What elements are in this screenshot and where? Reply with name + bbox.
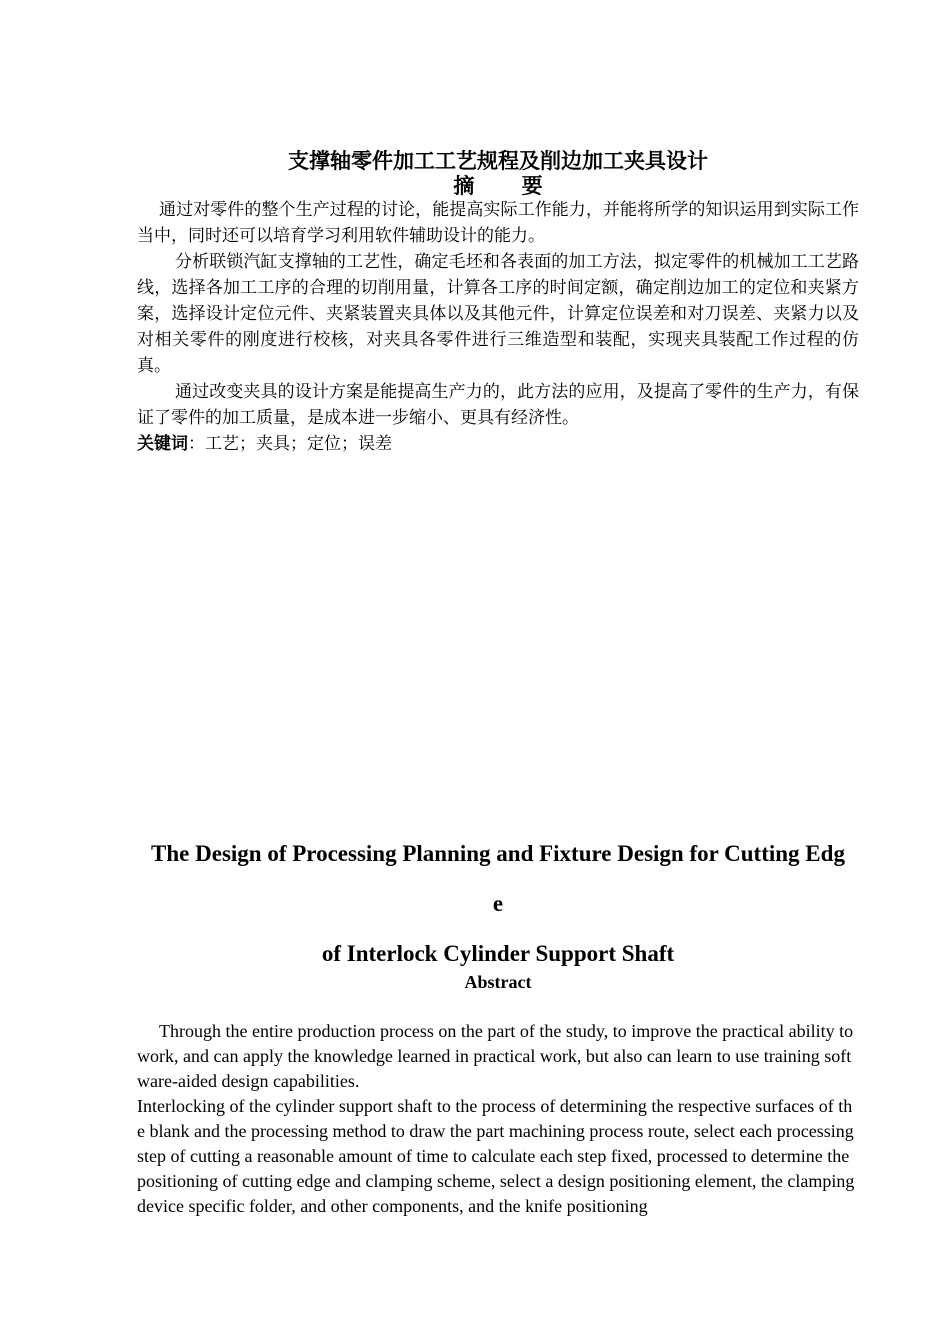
english-paragraph: Through the entire production process on the part of the study, to improve the practical ability to work, and can apply the knowledge learned in practical work, but also can learn to use training software-aided design capabilities. xyxy=(137,1021,854,1091)
chinese-abstract-body xyxy=(137,197,859,457)
english-title xyxy=(137,829,859,979)
english-title-line: The Design of Processing Planning and Fixture Design for Cutting Edg xyxy=(151,841,845,866)
english-abstract-heading: Abstract xyxy=(464,972,532,992)
chinese-keywords-text: ：工艺；夹具；定位；误差 xyxy=(188,434,392,454)
english-paragraph: Interlocking of the cylinder support shaft to the process of determining the respective surfaces of the blank and the processing method to draw the part machining process route, select each processing step of cutting a reasonable amount of time to calculate each step fixed, processed to determine the positioning of cutting edge and clamping scheme, select a design positioning element, the clamping device specific folder, and other components, and the knife positioning xyxy=(137,1096,855,1216)
english-title-line: of Interlock Cylinder Support Shaft xyxy=(321,941,675,966)
chinese-title: 支撑轴零件加工工艺规程及削边加工夹具设计 xyxy=(288,149,708,173)
document-page xyxy=(137,0,859,1344)
english-abstract-body xyxy=(137,1019,859,1219)
chinese-paragraph: 通过改变夹具的设计方案是能提高生产力的，此方法的应用，及提高了零件的生产力，有保证了零件的加工质量，是成本进一步缩小、更具有经济性。 xyxy=(137,382,859,428)
chinese-paragraph: 分析联锁汽缸支撑轴的工艺性，确定毛坯和各表面的加工方法，拟定零件的机械加工工艺路线，选择各加工工序的合理的切削用量，计算各工序的时间定额，确定削边加工的定位和夹紧方案，选择设计定位元件、夹紧装置夹具体以及其他元件，计算定位误差和对刀误差、夹紧力以及对相关零件的刚度进行校核，对夹具各零件进行三维造型和装配，实现夹具装配工作过程的仿真。 xyxy=(137,252,859,376)
chinese-keywords xyxy=(137,431,859,457)
chinese-paragraph: 通过对零件的整个生产过程的讨论，能提高实际工作能力，并能将所学的知识运用到实际工作当中，同时还可以培育学习利用软件辅助设计的能力。 xyxy=(137,200,859,246)
english-title-line: e xyxy=(492,891,504,916)
chinese-keywords-label: 关键词 xyxy=(137,434,188,454)
chinese-abstract-heading: 摘 要 xyxy=(453,174,563,198)
